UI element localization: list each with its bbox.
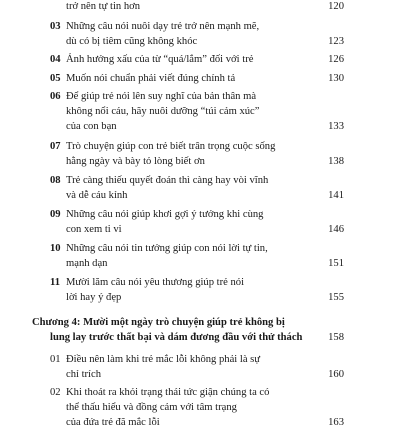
toc-entry-number: 09 [50,209,61,220]
toc-entry-number: 02 [50,387,61,398]
toc-entry-text: Điều nên làm khi trẻ mắc lỗi không phải là sự [66,354,261,365]
toc-page-number: 158 [328,332,344,343]
toc-page-number: 138 [328,156,344,167]
toc-page-number: 133 [328,121,344,132]
toc-entry-text: Để giúp trẻ nói lên suy nghĩ của bản thân mà [66,91,257,102]
toc-page-number: 155 [328,292,344,303]
toc-entry-text: lời hay ý đẹp [66,292,122,303]
toc-entry-text: Những câu nói nuôi dạy trẻ trở nên mạnh mẽ, [66,21,260,32]
toc-entry-text: của con bạn [66,121,117,132]
toc-page-number: 160 [328,369,344,380]
toc-entry-number: 03 [50,21,61,32]
toc-entry-text: Ảnh hưởng xấu của từ “quá/lắm” đối với trẻ [66,54,254,65]
toc-entry-text: con xem ti vi [66,224,122,235]
toc-page-number: 146 [328,224,344,235]
toc-page-number: 120 [328,1,344,12]
toc-entry-text: mạnh dạn [66,258,108,269]
toc-entry-text: Những câu nói giúp khơi gợi ý tưởng khi cùng [66,209,264,220]
toc-entry-text: dù có bị tiêm cũng không khóc [66,36,198,47]
toc-entry-number: 04 [50,54,61,65]
toc-entry-text: hằng ngày và bày tỏ lòng biết ơn [66,156,205,167]
toc-entry-number: 10 [50,243,61,254]
toc-page-number: 130 [328,73,344,84]
chapter-heading: lung lay trước thất bại và dám đương đầu với thử thách [50,332,303,343]
toc-entry-text: Trẻ càng thiếu quyết đoán thì càng hay vòi vĩnh [66,175,269,186]
toc-entry-number: 11 [50,277,61,288]
toc-entry-text: không nổi cáu, hãy nuôi dưỡng “túi cảm xúc” [66,106,260,117]
toc-entry-number: 06 [50,91,61,102]
toc-page-number: 126 [328,54,344,65]
toc-entry-text: Muốn nói chuẩn phải viết đúng chính tả [66,73,236,84]
toc-entry-text: chỉ trích [66,369,102,380]
toc-entry-text: thể thấu hiểu và đồng cảm với tâm trạng [66,402,237,413]
toc-entry-text: Mười lăm câu nói yêu thương giúp trẻ nói [66,277,245,288]
toc-entry-text: trở nên tự tin hơn [66,1,141,12]
toc-entry-number: 08 [50,175,61,186]
toc-entry-text: Trò chuyện giúp con trẻ biết trân trọng cuộc sống [66,141,276,152]
chapter-heading: Chương 4: Mười một ngày trò chuyện giúp trẻ không bị [32,317,285,328]
toc-entry-number: 07 [50,141,61,152]
toc-entry-text: Khi thoát ra khỏi trạng thái tức giận chúng ta có [66,387,270,398]
toc-page-number: 151 [328,258,344,269]
toc-entry-text: và dễ cáu kỉnh [66,190,128,201]
toc-page-number: 163 [328,417,344,428]
toc-entry-number: 05 [50,73,61,84]
toc-page-number: 123 [328,36,344,47]
toc-entry-text: Những câu nói tin tưởng giúp con nói lời tự tin, [66,243,268,254]
toc-entry-number: 01 [50,354,61,365]
toc-entry-text: của đứa trẻ đã mắc lỗi [66,417,160,428]
toc-page-number: 141 [328,190,344,201]
